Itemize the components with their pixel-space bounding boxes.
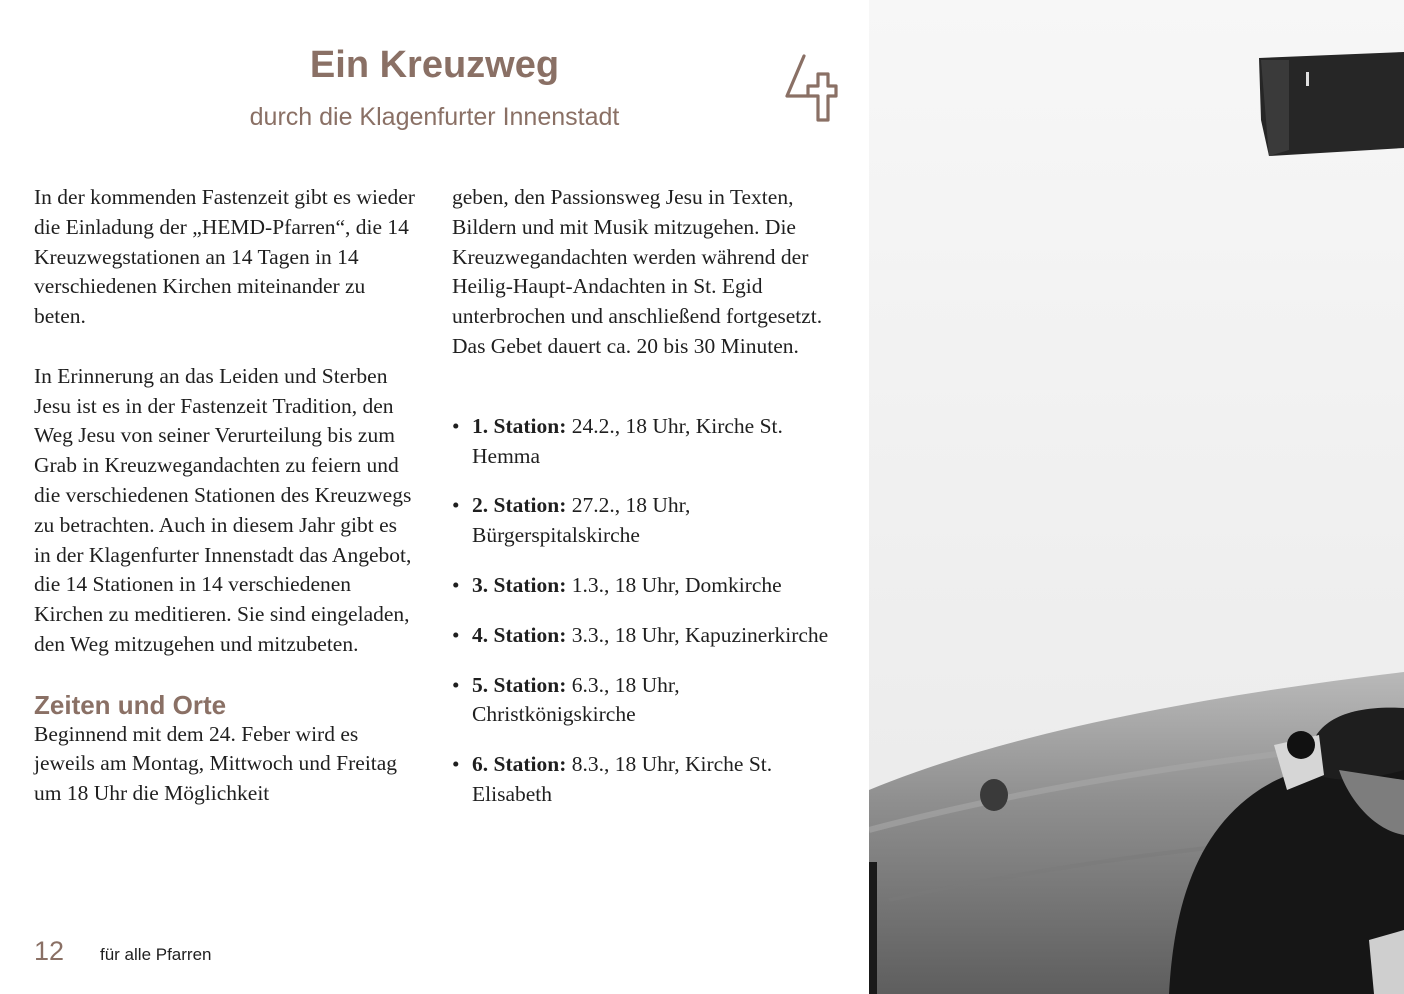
tradition-paragraph: In Erinnerung an das Leiden und Sterben Jesu ist es in der Fastenzeit Tradition, den Weg Jesu von seiner Verurteilung bis zum Grab in Kreuzwegandachten zu feiern und die verschiedenen Stationen des Kreuzwegs zu betrachten. Auch in diesem Jahr gibt es in der Klagenfurter Innenstadt das Angebot, die 14 Stationen in 14 verschiedenen Kirchen zu meditieren. Sie sind eingeladen, den Weg mitzugehen und mitzubeten.	[34, 363, 412, 656]
station-label: 6. Station:	[472, 752, 567, 777]
page-number: 12	[34, 936, 65, 966]
station-label: 2. Station:	[472, 493, 567, 518]
footer-text: für alle Pfarren	[100, 945, 212, 964]
station-label: 4. Station:	[472, 622, 567, 647]
station-details: 8.3., 18 Uhr, Kirche St. Elisabeth	[472, 752, 773, 806]
bullet-icon: •	[452, 752, 460, 777]
list-item	[452, 621, 847, 651]
station-list	[452, 412, 847, 810]
continuation-paragraph: geben, den Passionsweg Jesu in Texten, Bildern und mit Musik mitzugehen. Die Kreuzwegandachten werden während der Heilig-Haupt-Andachten in St. Egid unterbrochen und anschließend fortgesetzt. Das Gebet dauert ca. 20 bis 30 Minuten.	[452, 185, 823, 358]
station-details: 1.3., 18 Uhr, Domkirche	[571, 572, 782, 597]
bullet-icon: •	[452, 413, 460, 438]
schedule-paragraph: Beginnend mit dem 24. Feber wird es jeweils am Montag, Mittwoch und Freitag um 18 Uhr die Möglichkeit	[34, 721, 398, 806]
list-item	[452, 491, 847, 551]
intro-paragraph: In der kommenden Fastenzeit gibt es wieder die Einladung der „HEMD-Pfarren“, die 14 Kreuzwegstationen an 14 Tagen in 14 verschiedenen Kirchen miteinander zu beten.	[34, 185, 415, 329]
bullet-icon: •	[452, 572, 460, 597]
column-left	[34, 183, 419, 809]
photo-illustration	[869, 0, 1404, 994]
station-details: 3.3., 18 Uhr, Kapuzinerkirche	[571, 622, 829, 647]
column-right	[452, 183, 847, 830]
page-footer	[34, 936, 212, 967]
station-label: 1. Station:	[472, 413, 567, 438]
page-subtitle: durch die Klagenfurter Innenstadt	[249, 103, 620, 131]
list-item	[452, 671, 847, 731]
photo-cross-bearer	[869, 0, 1404, 994]
station-details: 24.2., 18 Uhr, Kirche St. Hemma	[472, 413, 783, 468]
station-label: 3. Station:	[472, 572, 567, 597]
station-label: 5. Station:	[472, 672, 567, 697]
list-item	[452, 750, 847, 810]
bullet-icon: •	[452, 622, 460, 647]
number-four-cross-icon	[782, 50, 842, 125]
bullet-icon: •	[452, 672, 460, 697]
list-item	[452, 412, 847, 472]
page-title: Ein Kreuzweg	[309, 44, 560, 86]
station-details: 27.2., 18 Uhr, Bürgerspitalskirche	[472, 493, 691, 548]
bullet-icon: •	[452, 493, 460, 518]
list-item	[452, 571, 847, 601]
section-heading: Zeiten und Orte	[34, 689, 227, 720]
station-details: 6.3., 18 Uhr, Christkönigskirche	[472, 672, 680, 727]
